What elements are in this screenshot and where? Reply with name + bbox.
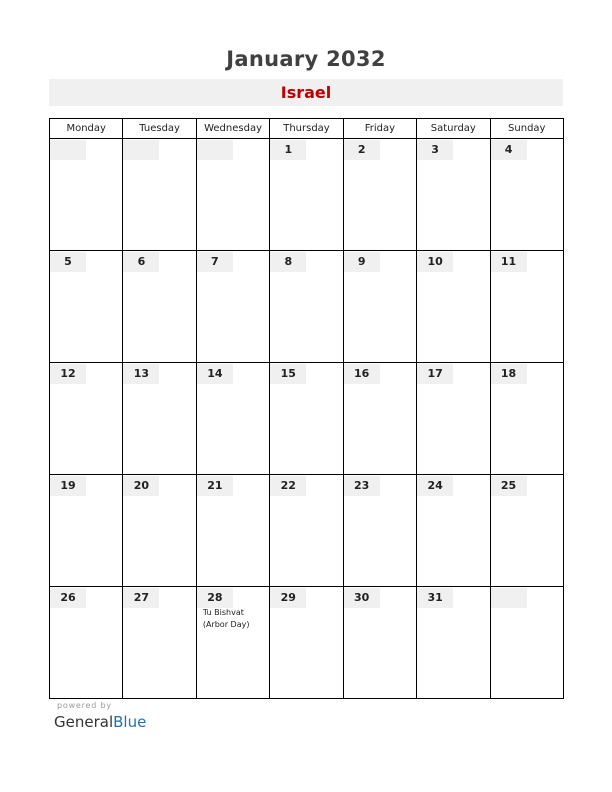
day-number: 22 [270, 476, 306, 496]
day-cell[interactable] [123, 587, 196, 699]
calendar-title: January 2032 [226, 47, 386, 71]
day-number: 9 [344, 252, 380, 272]
day-cell[interactable] [50, 139, 123, 251]
day-cell[interactable] [270, 139, 343, 251]
day-cell[interactable] [50, 251, 123, 363]
calendar-grid [49, 118, 564, 699]
day-cell[interactable] [490, 475, 563, 587]
week-row [50, 139, 564, 251]
day-number: 3 [417, 140, 453, 160]
day-number [50, 140, 86, 160]
day-cell[interactable] [270, 587, 343, 699]
day-number: 28 [197, 588, 233, 608]
day-cell[interactable] [490, 363, 563, 475]
day-number: 20 [123, 476, 159, 496]
day-number: 30 [344, 588, 380, 608]
day-cell[interactable] [343, 251, 416, 363]
day-cell[interactable] [123, 475, 196, 587]
day-cell[interactable] [270, 363, 343, 475]
day-number: 29 [270, 588, 306, 608]
day-cell[interactable] [270, 475, 343, 587]
day-cell[interactable] [490, 587, 563, 699]
day-cell[interactable] [196, 587, 269, 699]
week-row [50, 475, 564, 587]
day-cell[interactable] [123, 363, 196, 475]
day-number: 1 [270, 140, 306, 160]
day-number: 19 [50, 476, 86, 496]
weekday-header: Tuesday [123, 119, 196, 139]
day-number: 13 [123, 364, 159, 384]
day-number: 15 [270, 364, 306, 384]
week-row [50, 363, 564, 475]
day-number: 8 [270, 252, 306, 272]
day-cell[interactable] [50, 475, 123, 587]
generalblue-logo[interactable] [54, 713, 146, 731]
weekday-header: Thursday [270, 119, 343, 139]
day-cell[interactable] [123, 251, 196, 363]
day-number: 7 [197, 252, 233, 272]
weekday-header: Monday [50, 119, 123, 139]
day-cell[interactable] [196, 139, 269, 251]
day-cell[interactable] [343, 363, 416, 475]
day-cell[interactable] [50, 587, 123, 699]
weekday-header: Sunday [490, 119, 563, 139]
day-cell[interactable] [343, 587, 416, 699]
day-number: 27 [123, 588, 159, 608]
day-number [123, 140, 159, 160]
day-number: 5 [50, 252, 86, 272]
holiday-label [203, 607, 267, 631]
day-cell[interactable] [490, 251, 563, 363]
brand-blue: Blue [113, 713, 147, 731]
day-number: 6 [123, 252, 159, 272]
day-cell[interactable] [417, 587, 490, 699]
day-number: 17 [417, 364, 453, 384]
day-number: 14 [197, 364, 233, 384]
day-cell[interactable] [196, 475, 269, 587]
day-number: 4 [491, 140, 527, 160]
day-number: 21 [197, 476, 233, 496]
calendar-body [50, 139, 564, 699]
day-number: 10 [417, 252, 453, 272]
day-number: 31 [417, 588, 453, 608]
week-row [50, 251, 564, 363]
day-cell[interactable] [490, 139, 563, 251]
day-number: 25 [491, 476, 527, 496]
day-cell[interactable] [417, 139, 490, 251]
weekday-header: Friday [343, 119, 416, 139]
country-label: Israel [49, 79, 563, 106]
day-cell[interactable] [196, 363, 269, 475]
week-row [50, 587, 564, 699]
brand-general: General [54, 713, 114, 731]
day-cell[interactable] [196, 251, 269, 363]
day-cell[interactable] [343, 475, 416, 587]
day-number: 23 [344, 476, 380, 496]
day-number: 18 [491, 364, 527, 384]
day-cell[interactable] [343, 139, 416, 251]
weekday-header: Wednesday [196, 119, 269, 139]
day-cell[interactable] [123, 139, 196, 251]
day-cell[interactable] [417, 475, 490, 587]
weekday-header: Saturday [417, 119, 490, 139]
day-number: 2 [344, 140, 380, 160]
day-number [197, 140, 233, 160]
day-number: 16 [344, 364, 380, 384]
day-cell[interactable] [270, 251, 343, 363]
day-cell[interactable] [417, 251, 490, 363]
day-cell[interactable] [417, 363, 490, 475]
holiday-line: (Arbor Day) [202, 620, 250, 629]
holiday-line: Tu Bishvat [202, 608, 244, 617]
day-number: 11 [491, 252, 527, 272]
day-number: 26 [50, 588, 86, 608]
day-number: 24 [417, 476, 453, 496]
day-number [491, 588, 527, 608]
powered-by-text: powered by [57, 701, 112, 710]
day-number: 12 [50, 364, 86, 384]
weekday-header-row [50, 119, 564, 139]
day-cell[interactable] [50, 363, 123, 475]
